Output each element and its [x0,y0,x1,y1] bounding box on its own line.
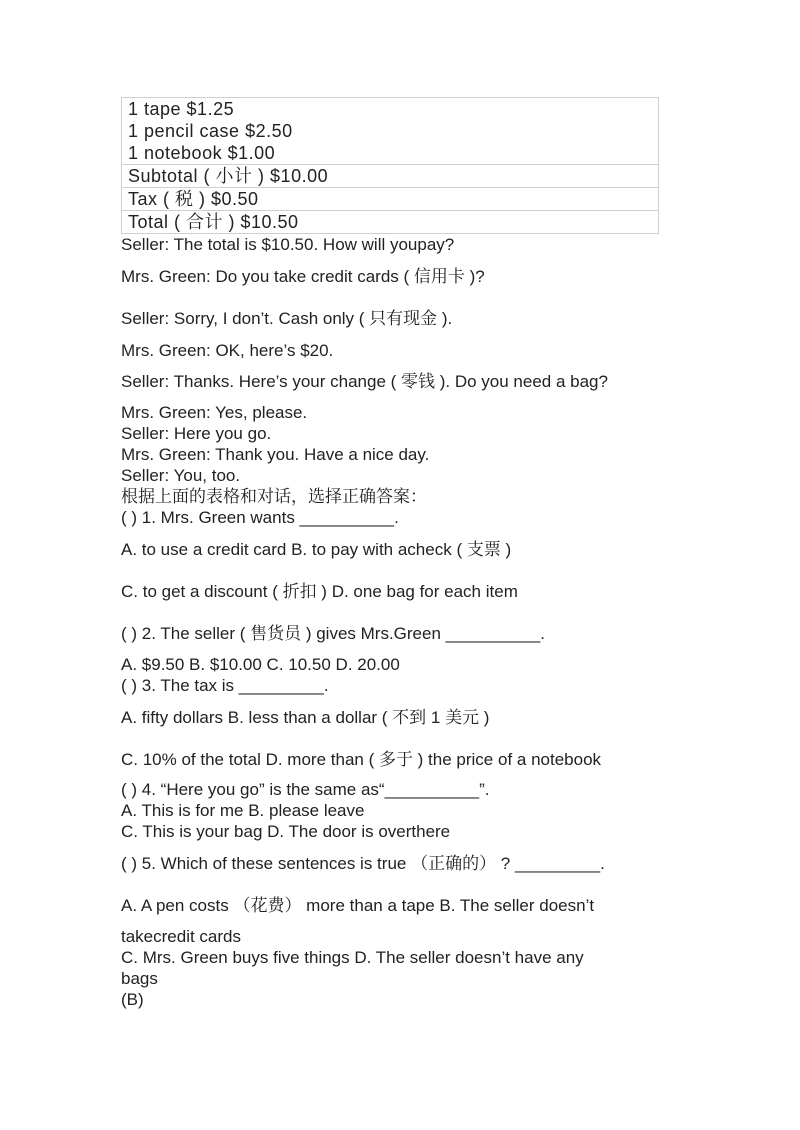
dialogue-line: Mrs. Green: Do you take credit cards ( 信用卡 )? [121,267,485,286]
receipt-total-row [122,211,659,234]
question-4: ( ) 4. “Here you go” is the same as“__________”. [121,780,490,799]
receipt-tax-row [122,188,659,211]
answer-text: (B) [121,990,144,1009]
question-1: ( ) 1. Mrs. Green wants __________. [121,508,399,527]
question-4-options-ab: A. This is for me B. please leave [121,801,365,820]
dialogue-line: Seller: Sorry, I don’t. Cash only ( 只有现金 ). [121,309,453,328]
receipt-item-pencil-case: 1 pencil case $2.50 [128,121,293,141]
receipt-table [121,97,659,234]
receipt-items-row [122,98,659,165]
question-5-options-ab-cont: takecredit cards [121,927,241,946]
receipt-subtotal: Subtotal ( 小计 ) $10.00 [122,165,659,188]
question-2: ( ) 2. The seller ( 售货员 ) gives Mrs.Green __________. [121,624,545,643]
question-3-options-cd: C. 10% of the total D. more than ( 多于 ) the price of a notebook [121,750,602,769]
dialogue-line: Mrs. Green: Yes, please. [121,403,308,422]
question-4-options-cd: C. This is your bag D. The door is overthere [121,822,451,841]
receipt-item-notebook: 1 notebook $1.00 [128,143,276,163]
question-5-options-ab: A. A pen costs （花费） more than a tape B. The seller doesn’t [121,896,595,915]
dialogue-line: Seller: Thanks. Here’s your change ( 零钱 ). Do you need a bag? [121,372,608,391]
receipt-items-cell [122,98,659,165]
question-3-options-ab: A. fifty dollars B. less than a dollar ( 不到 1 美元 ) [121,708,490,727]
receipt-tax: Tax ( 税 ) $0.50 [122,188,659,211]
dialogue-line: Seller: Here you go. [121,424,272,443]
question-3: ( ) 3. The tax is _________. [121,676,329,695]
dialogue-line: Mrs. Green: OK, here’s $20. [121,341,334,360]
dialogue-line: Mrs. Green: Thank you. Have a nice day. [121,445,430,464]
dialogue-line: Seller: You, too. [121,466,241,485]
question-5-options-cd-cont: bags [121,969,158,988]
question-1-options-ab: A. to use a credit card B. to pay with acheck ( 支票 ) [121,540,512,559]
instruction-text: 根据上面的表格和对话，选择正确答案： [121,487,427,506]
receipt-total: Total ( 合计 ) $10.50 [122,211,659,234]
question-2-options: A. $9.50 B. $10.00 C. 10.50 D. 20.00 [121,655,400,674]
question-1-options-cd: C. to get a discount ( 折扣 ) D. one bag for each item [121,582,518,601]
receipt-subtotal-row [122,165,659,188]
question-5: ( ) 5. Which of these sentences is true （正确的） ? _________. [121,854,605,873]
receipt-item-tape: 1 tape $1.25 [128,99,235,119]
question-5-options-cd: C. Mrs. Green buys five things D. The seller doesn’t have any [121,948,584,967]
dialogue-line: Seller: The total is $10.50. How will youpay? [121,235,455,254]
